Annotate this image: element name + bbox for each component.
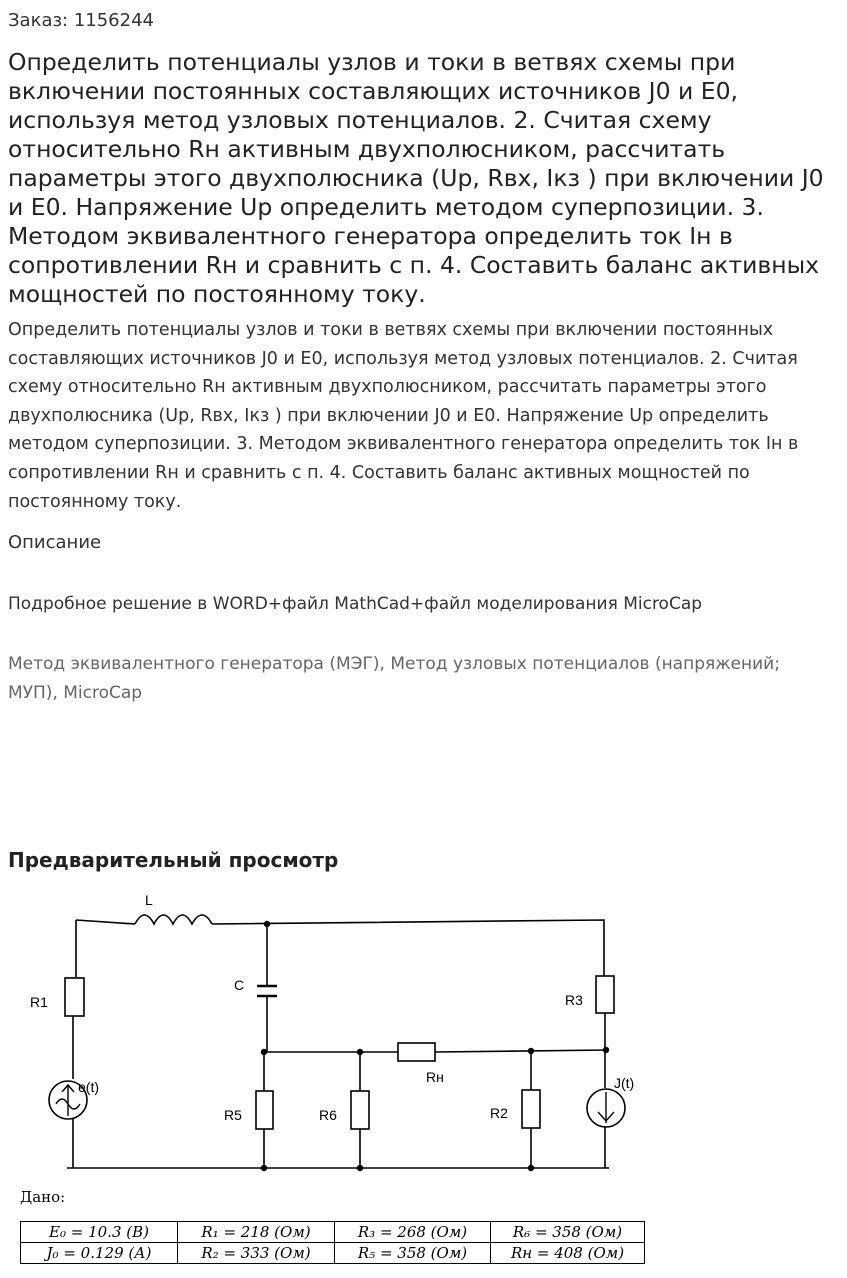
label-C: C [234,977,245,993]
task-body: Определить потенциалы узлов и токи в ветвях схемы при включении постоянных составляющих источников J0 и E0, используя метод узловых потенциалов. 2. Считая схему относительно Rн активным двухполюсником, рассчитать параметры этого двухполюсника (Up, Rвх, Iкз ) при включении J0 и E0. Напряжение Up определить методом суперпозиции. 3. Методом эквивалентного генератора определить ток Iн в сопротивлении Rн и сравнить с п. 4. Составить баланс активных мощностей по постоянному току. [8,320,799,512]
preview-heading: Предварительный просмотр [8,848,339,872]
table-row [21,1222,645,1243]
table-cell: R₃ = 268 (Ом) [335,1222,491,1243]
order-number: Заказ: 1156244 [8,10,154,31]
tag-separator: , [379,654,385,674]
label-R3: R3 [565,992,583,1008]
table-cell: J₀ = 0.129 (А) [21,1243,178,1264]
label-L: L [145,892,153,908]
description-heading: Описание [8,532,102,553]
tags-list [8,650,808,708]
given-label: Дано: [20,1188,66,1206]
label-R5: R5 [224,1107,242,1123]
table-row [21,1243,645,1264]
table-cell: R₆ = 358 (Ом) [491,1222,645,1243]
table-cell: R₂ = 333 (Ом) [178,1243,335,1264]
label-Rn: Rн [426,1069,444,1085]
tag-link[interactable]: MicroCap [63,683,143,703]
table-cell: E₀ = 10.3 (В) [21,1222,178,1243]
label-R6: R6 [319,1107,337,1123]
table-cell: R₅ = 358 (Ом) [335,1243,491,1264]
table-cell: R₁ = 218 (Ом) [178,1222,335,1243]
label-R1: R1 [30,994,48,1010]
tag-link[interactable]: Метод узловых потенциалов (напряжений; МУП) [8,654,780,703]
parameters-table [20,1221,645,1264]
tag-separator: , [52,683,58,703]
label-J: J(t) [614,1075,635,1091]
task-title: Определить потенциалы узлов и токи в ветвях схемы при включении постоянных составляющих источников J0 и E0, используя метод узловых потенциалов. 2. Считая схему относительно Rн активным двухполюсником, рассчитать параметры этого двухполюсника (Up, Rвх, Iкз ) при включении J0 и E0. Напряжение Up определить методом суперпозиции. 3. Методом эквивалентного генератора определить ток Iн в сопротивлении Rн и сравнить с п. 4. Составить баланс активных мощностей по постоянному току. [8,48,824,308]
label-R2: R2 [490,1105,508,1121]
tag-link[interactable]: Метод эквивалентного генератора (МЭГ) [8,654,380,674]
table-cell: Rн = 408 (Ом) [491,1243,645,1264]
description-text: Подробное решение в WORD+файл MathCad+файл моделирования MicroCap [8,594,703,614]
label-e: e(t) [78,1079,99,1095]
circuit-diagram [0,880,847,1188]
